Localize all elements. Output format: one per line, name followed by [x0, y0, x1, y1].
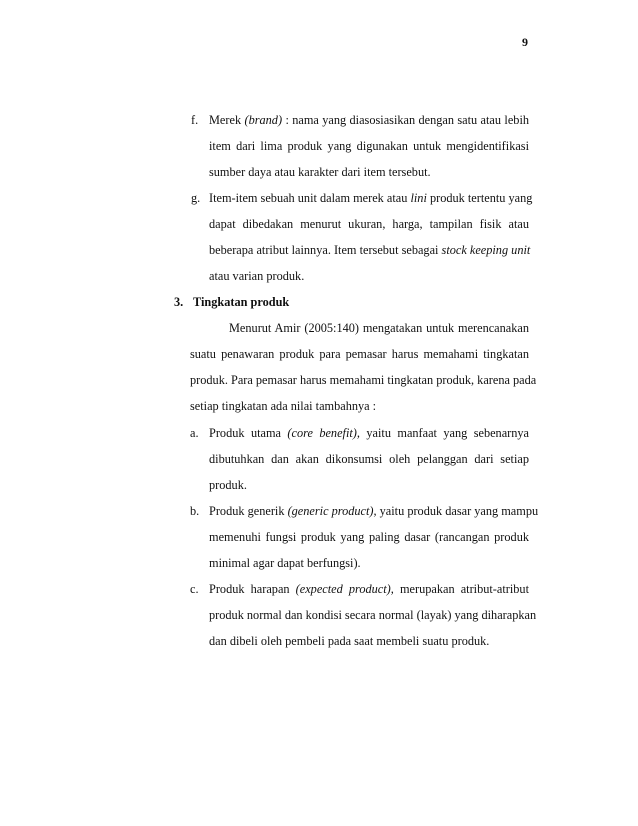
page-number: 9	[522, 35, 528, 49]
paragraph-line: setiap tingkatan ada nilai tambahnya :	[190, 399, 377, 413]
paragraph-line: produk. Para pemasar harus memahami tingkatan produk, karena pada	[190, 373, 537, 387]
list-line: atau varian produk.	[209, 269, 305, 283]
list-line: Produk generik (generic product), yaitu produk dasar yang mampu	[209, 504, 539, 518]
list-line: Item-item sebuah unit dalam merek atau lini produk tertentu yang	[209, 191, 533, 205]
paragraph-line: suatu penawaran produk para pemasar harus memahami tingkatan	[190, 347, 529, 361]
list-marker: b.	[190, 504, 200, 518]
list-line: produk normal dan kondisi secara normal (layak) yang diharapkan	[209, 608, 537, 622]
list-line: produk.	[209, 478, 247, 492]
list-marker: a.	[190, 426, 199, 440]
section-title: Tingkatan produk	[193, 295, 290, 309]
list-marker: c.	[190, 582, 199, 596]
list-line: item dari lima produk yang digunakan untuk mengidentifikasi	[209, 139, 529, 153]
list-line: dan dibeli oleh pembeli pada saat membeli suatu produk.	[209, 634, 490, 648]
section-number: 3.	[174, 295, 184, 309]
list-line: Produk harapan (expected product), merupakan atribut-atribut	[209, 582, 529, 596]
list-line: dibutuhkan dan akan dikonsumsi oleh pelanggan dari setiap	[209, 452, 529, 466]
list-marker: f.	[191, 113, 199, 127]
list-line: sumber daya atau karakter dari item tersebut.	[209, 165, 431, 179]
list-line: Produk utama (core benefit), yaitu manfaat yang sebenarnya	[209, 426, 530, 440]
paragraph-line: Menurut Amir (2005:140) mengatakan untuk merencanakan	[229, 321, 529, 335]
list-line: memenuhi fungsi produk yang paling dasar (rancangan produk	[209, 530, 529, 544]
list-marker: g.	[191, 191, 201, 205]
list-line: dapat dibedakan menurut ukuran, harga, tampilan fisik atau	[209, 217, 529, 231]
list-line: Merek (brand) : nama yang diasosiasikan dengan satu atau lebih	[209, 113, 530, 127]
list-line: beberapa atribut lainnya. Item tersebut sebagai stock keeping unit	[209, 243, 531, 257]
list-line: minimal agar dapat berfungsi).	[209, 556, 361, 570]
